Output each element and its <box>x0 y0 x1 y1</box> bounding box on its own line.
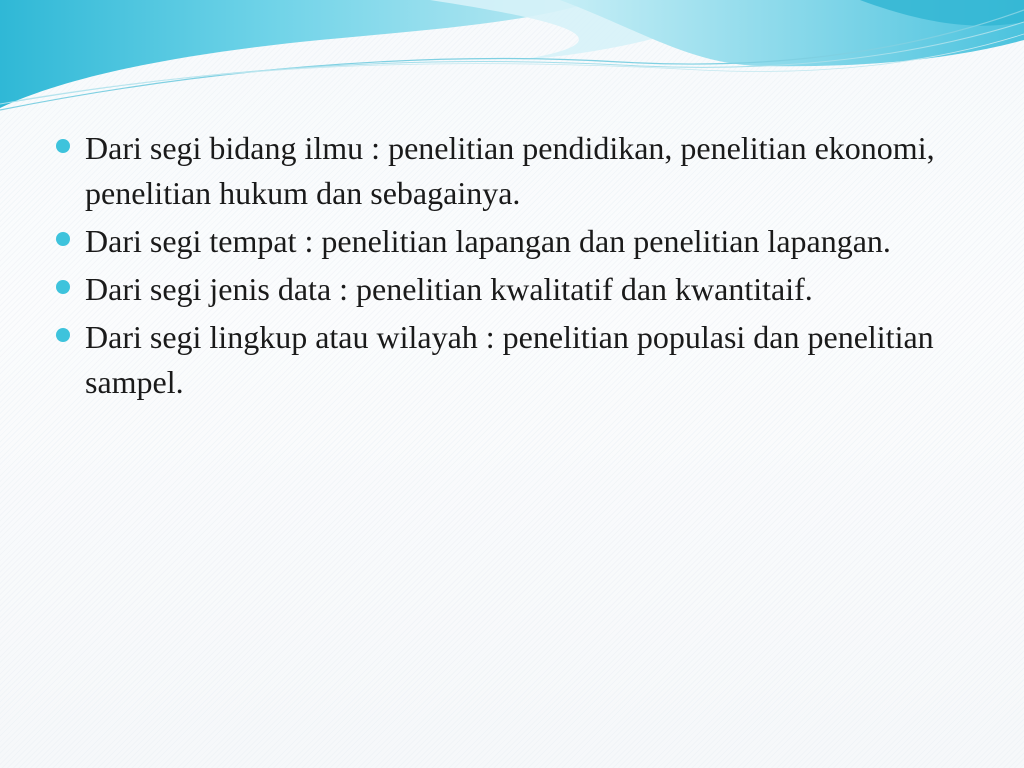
bullet-item <box>56 267 956 312</box>
bullet-dot-icon <box>56 232 70 246</box>
wave-header-decoration <box>0 0 1024 120</box>
bullet-dot-icon <box>56 328 70 342</box>
bullet-text: Dari segi lingkup atau wilayah : penelitian populasi dan penelitian sampel. <box>85 319 934 400</box>
bullet-item <box>56 219 956 264</box>
bullet-item <box>56 315 956 405</box>
bullet-dot-icon <box>56 280 70 294</box>
bullet-text: Dari segi bidang ilmu : penelitian pendidikan, penelitian ekonomi, penelitian hukum dan sebagainya. <box>85 130 935 211</box>
bullet-list <box>56 126 956 408</box>
bullet-text: Dari segi tempat : penelitian lapangan dan penelitian lapangan. <box>85 223 891 259</box>
bullet-dot-icon <box>56 139 70 153</box>
bullet-text: Dari segi jenis data : penelitian kwalitatif dan kwantitaif. <box>85 271 813 307</box>
bullet-item <box>56 126 956 216</box>
